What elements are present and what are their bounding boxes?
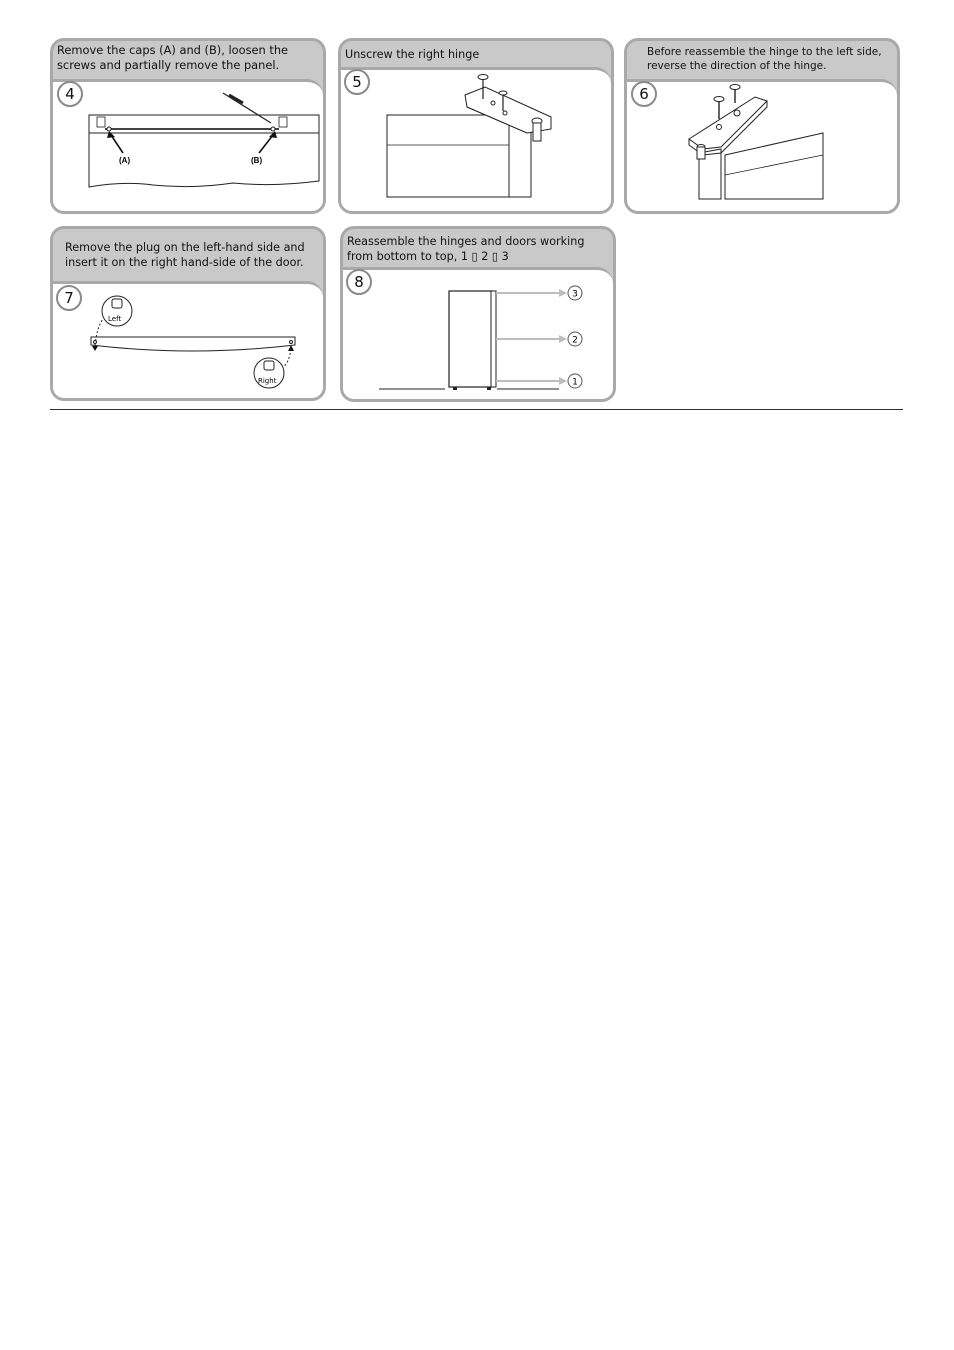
step-5-number: 5 — [344, 69, 370, 95]
step-4-number: 4 — [57, 81, 83, 107]
step-6-hinge-illustration — [683, 83, 893, 213]
step-5-instruction: Unscrew the right hinge — [345, 48, 480, 61]
label-cap-b: (B) — [251, 156, 263, 165]
step-4-instruction: Remove the caps (A) and (B), loosen the screws and partially remove the panel. — [57, 43, 289, 72]
step-8-instruction: Reassemble the hinges and doors working from bottom to top, 1 ▯ 2 ▯ 3 — [347, 235, 585, 263]
step-5-card — [338, 38, 614, 214]
step-8-reassembly-illustration — [373, 285, 613, 395]
step-8-card — [340, 226, 616, 402]
label-right: Right — [258, 377, 277, 385]
step-4-panel-illustration — [83, 89, 323, 209]
step-6-instruction: Before reassemble the hinge to the left side, reverse the direction of the hinge. — [647, 46, 882, 72]
step-7-door-plug-illustration — [83, 291, 323, 397]
step-7-number: 7 — [56, 285, 82, 311]
section-divider — [50, 409, 903, 410]
step-5-hinge-illustration — [381, 73, 611, 213]
step-7-card — [50, 226, 326, 401]
label-left: Left — [108, 315, 122, 323]
step-8-number: 8 — [346, 269, 372, 295]
step-6-number: 6 — [631, 81, 657, 107]
label-cap-a: (A) — [119, 156, 131, 165]
marker-3: 3 — [572, 289, 578, 300]
step-7-instruction: Remove the plug on the left-hand side and insert it on the right hand-side of the door. — [65, 241, 305, 269]
step-4-card — [50, 38, 326, 214]
step-6-card — [624, 38, 900, 214]
marker-1: 1 — [572, 377, 578, 388]
marker-2: 2 — [572, 335, 578, 346]
